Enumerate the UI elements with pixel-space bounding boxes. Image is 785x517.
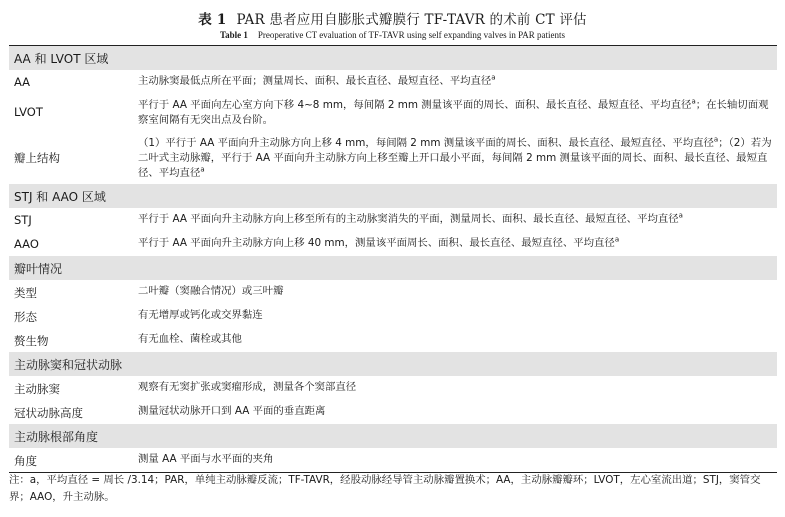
section-heading: 主动脉根部角度 [14, 430, 99, 444]
table-title-text: PAR 患者应用自膨胀式瓣膜行 TF-TAVR 的术前 CT 评估 [236, 12, 587, 28]
row-desc-text: （1）平行于 AA 平面向升主动脉方向上移 4 mm，每间隔 2 mm 测量该平面的周长、面积、最长直径、最短直径、平均直径 [138, 137, 714, 149]
row-desc [138, 136, 773, 181]
row-desc: 二叶瓣（窦融合情况）或三叶瓣 [138, 285, 284, 297]
row-desc [138, 74, 773, 89]
row-desc-sup: a [713, 135, 719, 144]
table-row-coronary-height [9, 400, 777, 424]
row-desc [138, 212, 773, 227]
row-desc: 有无血栓、菌栓或其他 [138, 333, 242, 345]
section-header-root-angle [9, 424, 777, 448]
table-row-angle [9, 448, 777, 472]
table-subtitle-text: Preoperative CT evaluation of TF-TAVR using self expanding valves in PAR patients [257, 30, 566, 40]
row-desc-sup: a [614, 235, 620, 244]
row-name: AAO [14, 237, 39, 251]
table-subtitle [0, 30, 785, 40]
row-desc-text: 平行于 AA 平面向升主动脉方向上移至所有的主动脉窦消失的平面，测量周长、面积、最长直径、最短直径、平均直径 [138, 213, 679, 225]
table-row-aao [9, 232, 777, 256]
row-desc: 有无增厚或钙化或交界黏连 [138, 309, 263, 321]
evaluation-table [9, 45, 777, 473]
row-desc-text: 平行于 AA 平面向左心室方向下移 4~8 mm，每间隔 2 mm 测量该平面的周长、面积、最长直径、最短直径、平均直径 [138, 99, 692, 111]
section-header-sinus-coronary [9, 352, 777, 376]
row-desc-text-cont: ；（2）若为二叶式主动脉瓣，平行于 AA 平面向升主动脉方向上移至瓣上开口最小平面，每间隔 2 mm 测量该平面的周长、面积、最长直径、最短直径、平均直径 [138, 137, 772, 179]
row-desc-sup-2: a [200, 165, 205, 174]
row-name: 类型 [14, 286, 37, 300]
row-name: 主动脉窦 [14, 382, 60, 396]
row-name: 角度 [14, 454, 37, 468]
row-name: AA [14, 75, 31, 89]
section-header-leaflet [9, 256, 777, 280]
table-row-lvot [9, 94, 777, 132]
table-footnote: 注：a，平均直径 = 周长 /3.14；PAR，单纯主动脉瓣反流；TF-TAVR，经股动脉经导管主动脉瓣置换术；AA，主动脉瓣瓣环；LVOT，左心室流出道；STJ，窦管交界；AAO，升主动脉。 [9, 474, 761, 503]
table-row-aa [9, 70, 777, 94]
row-desc-sup: a [491, 73, 496, 82]
row-desc-text: 主动脉窦最低点所在平面；测量周长、面积、最长直径、最短直径、平均直径 [138, 75, 492, 87]
row-desc-sup: a [691, 97, 696, 106]
row-desc [138, 236, 773, 251]
row-desc: 测量 AA 平面与水平面的夹角 [138, 453, 274, 465]
section-header-stj-aao [9, 184, 777, 208]
table-row-vegetation [9, 328, 777, 352]
table-title-label: 表 1 [198, 12, 227, 28]
table-subtitle-label: Table 1 [219, 30, 248, 40]
row-desc [138, 98, 773, 128]
table-title [0, 8, 785, 28]
section-heading: STJ 和 AAO 区域 [14, 190, 106, 204]
row-name: STJ [14, 213, 32, 227]
row-desc-text-cont: ；在长轴切面观察室间隔有无突出点及台阶。 [138, 99, 769, 126]
row-desc-text: 平行于 AA 平面向升主动脉方向上移 40 mm，测量该平面周长、面积、最长直径、最短直径、平均直径 [138, 237, 615, 249]
section-header-aa-lvot [9, 46, 777, 70]
section-heading: 瓣叶情况 [14, 262, 63, 276]
row-name: 形态 [14, 310, 37, 324]
row-name: 赘生物 [14, 334, 49, 348]
table-row-type [9, 280, 777, 304]
row-name: 冠状动脉高度 [14, 406, 83, 420]
row-name: 瓣上结构 [14, 151, 60, 165]
table-row-sinus [9, 376, 777, 400]
row-desc-sup: a [678, 211, 683, 220]
table-row-stj [9, 208, 777, 232]
row-desc: 测量冠状动脉开口到 AA 平面的垂直距离 [138, 405, 326, 417]
section-heading: 主动脉窦和冠状动脉 [14, 358, 123, 372]
table-row-supravalvular [9, 132, 777, 184]
row-name: LVOT [14, 105, 43, 119]
table-row-morphology [9, 304, 777, 328]
row-desc: 观察有无窦扩张或窦瘤形成，测量各个窦部直径 [138, 381, 357, 393]
section-heading: AA 和 LVOT 区域 [14, 52, 109, 66]
